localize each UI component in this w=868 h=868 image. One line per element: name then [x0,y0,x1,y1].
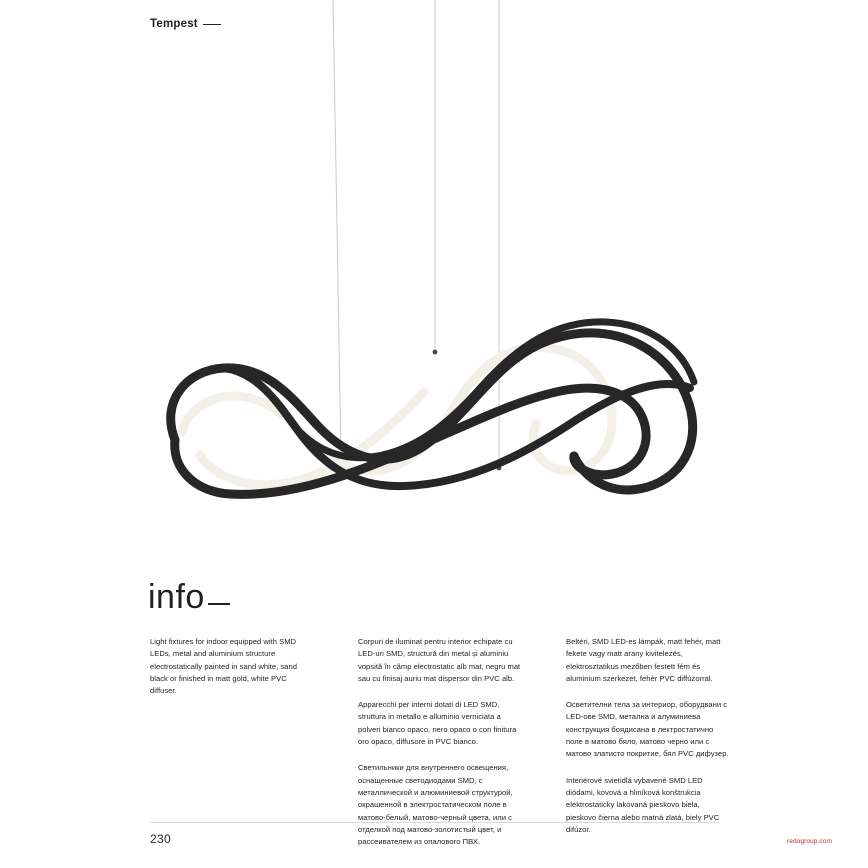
info-column-3 [566,636,730,848]
site-url: redogroup.com [786,838,832,845]
footer-divider [150,822,718,823]
info-columns [150,636,730,848]
info-heading [148,578,230,617]
brand-title-label: Tempest [150,18,198,30]
paragraph-hu: Beltéri, SMD LED-es lámpák, matt fehér, matt fekete vagy matt arany kivitelezés, elektrosztatikus mezőben festett fém és aluminium szerkezet, fehér PVC diffúzorral. [566,637,721,683]
paragraph-ru: Светильники для внутреннего освещения, оснащенные светодиодами SMD, с металлической и алюминиевой структурой, окрашенной в электростатическом поле в матово-белый, матово-черный цвета, или с отделкой под матово-золотистый цвет, и рассеивателем из опалового ПВХ. [358,763,513,847]
paragraph-ro: Corpuri de iluminat pentru interior echipate cu LED-uri SMD, structură din metal și aluminiu vopsită în câmp electrostatic alb mat, negru mat sau cu finisaj auriu mat dispersor din PVC alb. [358,637,521,683]
page-number: 230 [150,832,171,846]
info-column-1 [150,636,314,848]
paragraph-en: Light fixtures for indoor equipped with SMD LEDs, metal and aluminium structure electrostatically painted in sand white, sand black or finished in matt gold, white PVC diffuser. [150,637,297,696]
info-heading-rule [208,603,230,605]
info-heading-label: info [148,578,205,616]
paragraph-bg: Осветителни тела за интериор, оборудвани с LED-ове SMD, метална и алуминиева конструкция боядисана в лектростатично поле в матово бяло, матово черно или с матово златисто покритие, бял PVC дифузер. [566,700,729,759]
info-column-2 [358,636,522,848]
paragraph-it: Apparecchi per interni dotati di LED SMD, struttura in metallo e alluminio verniciata a polveri bianco opaco, nero opaco o con finitura oro opaco, diffusore in PVC bianco. [358,700,517,747]
paragraph-sk: Interiérové svietidlá vybavené SMD LED diódami, kovová a hliníková konštrukcia elektrostaticky lakovaná pieskovo biela, pieskovo čierna alebo matná zlatá, biely PVC difúzor. [566,775,720,834]
